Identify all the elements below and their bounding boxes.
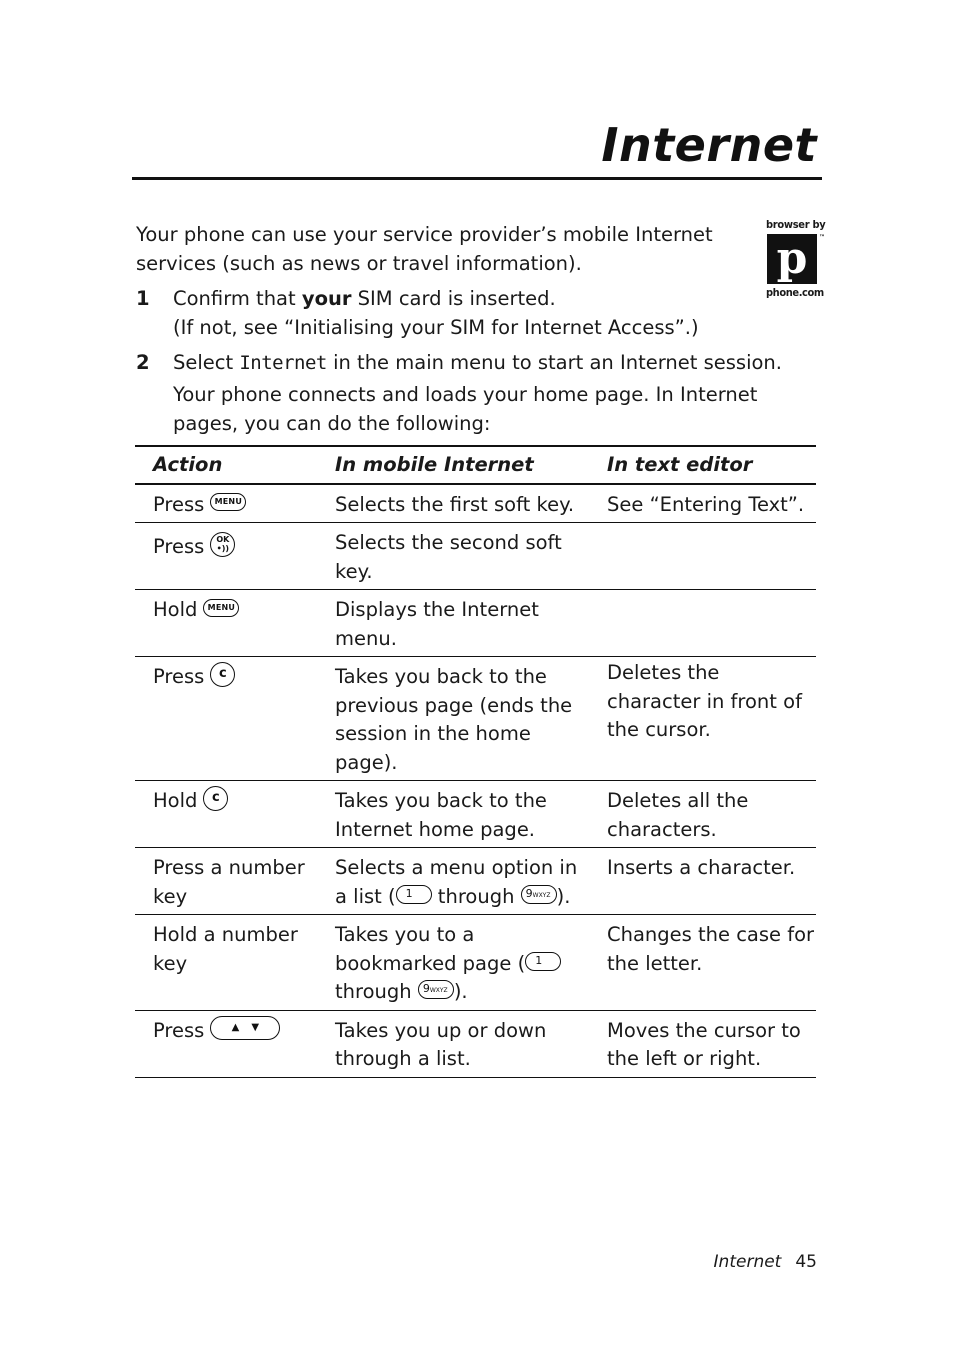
menu-key-icon: MENU	[203, 599, 239, 617]
key-9-letters: WXYZ	[429, 987, 448, 994]
action-text: Hold	[153, 789, 198, 812]
action-cell	[135, 657, 317, 781]
logo-mark: p	[767, 234, 817, 284]
page-title: Internet	[601, 118, 817, 172]
key-9-digit: 9	[525, 886, 533, 900]
nav-down-arrow-icon: ▼	[251, 1022, 272, 1033]
footer-page-number: 45	[795, 1252, 817, 1272]
action-cell	[135, 484, 317, 523]
editor-cell	[589, 590, 816, 657]
menu-key-icon: MENU	[210, 493, 246, 511]
mobile-cell: Takes you up or down through a list.	[317, 1010, 589, 1077]
table-row	[135, 848, 816, 915]
editor-cell: Deletes the character in front of the cursor.	[589, 657, 816, 781]
key-9-letters: WXYZ	[532, 891, 551, 899]
mobile-cell: Selects the second soft key.	[317, 523, 589, 590]
mobile-cell: Selects the first soft key.	[317, 484, 589, 523]
editor-cell: Moves the cursor to the left or right.	[589, 1010, 816, 1077]
editor-cell: See “Entering Text”.	[589, 484, 816, 523]
action-table	[135, 445, 816, 1078]
action-text: Press	[153, 492, 205, 516]
ok-key-label: OK	[216, 535, 230, 544]
ok-key-icon	[210, 532, 235, 557]
action-cell	[135, 781, 317, 848]
menu-item-name: Internet	[239, 352, 327, 374]
mobile-cell: Displays the Internet menu.	[317, 590, 589, 657]
mobile-cell	[317, 915, 589, 1011]
step-note: (If not, see “Initialising your SIM for Internet Access”.)	[173, 316, 699, 339]
action-cell	[135, 1010, 317, 1077]
key-9-icon	[418, 980, 454, 999]
table-row	[135, 657, 816, 781]
action-cell: Hold a number key	[135, 915, 317, 1011]
step-number: 2	[136, 351, 150, 374]
mobile-text-part: Selects a menu option in a list (	[335, 856, 578, 908]
step-text-part: Select	[173, 351, 240, 374]
step-emphasis: your	[301, 287, 352, 310]
mobile-cell: Takes you back to the previous page (ends the session in the home page).	[317, 657, 589, 781]
step-number: 1	[136, 287, 150, 310]
mobile-text-part: Takes you to a bookmarked page (	[335, 923, 526, 975]
title-rule	[132, 177, 822, 180]
step-note: Your phone connects and loads your home page. In Internet pages, you can do the following:	[173, 383, 758, 435]
footer-section-name: Internet	[713, 1252, 782, 1272]
mobile-text-part: through	[431, 884, 521, 908]
table-row	[135, 781, 816, 848]
logo-bottom-text: phone.com	[766, 286, 824, 299]
action-cell	[135, 590, 317, 657]
action-text: Press	[153, 665, 205, 688]
editor-cell: Inserts a character.	[589, 848, 816, 915]
key-9-digit: 9	[422, 982, 430, 995]
step-text	[173, 284, 823, 342]
mobile-cell: Takes you back to the Internet home page.	[317, 781, 589, 848]
key-9-icon	[521, 885, 557, 904]
editor-cell	[589, 523, 816, 590]
navigation-key-icon	[210, 1016, 280, 1040]
clear-key-icon: c	[210, 662, 235, 687]
key-1-icon: 1	[525, 952, 561, 971]
mobile-text-part: through	[335, 980, 418, 1003]
column-header-text-editor: In text editor	[589, 446, 816, 484]
logo-trademark: ™	[819, 234, 825, 241]
key-1-icon: 1	[396, 885, 432, 904]
table-row	[135, 915, 816, 1011]
mobile-text-part: ).	[556, 884, 571, 908]
action-text: Press	[153, 1018, 205, 1042]
editor-cell: Changes the case for the letter.	[589, 915, 816, 1011]
action-cell: Press a number key	[135, 848, 317, 915]
table-row	[135, 590, 816, 657]
step-text	[173, 348, 823, 438]
table-row	[135, 523, 816, 590]
step-text-part: in the main menu to start an Internet session.	[326, 351, 782, 374]
ok-key-sound-icon: •))	[216, 544, 230, 553]
intro-paragraph: Your phone can use your service provider’s mobile Internet services (such as news or travel information).	[136, 223, 713, 275]
mobile-text-part: ).	[453, 980, 468, 1003]
editor-cell: Deletes all the characters.	[589, 781, 816, 848]
step-text-part: Confirm that	[173, 287, 302, 310]
table-header-row	[135, 446, 816, 484]
column-header-action: Action	[135, 446, 317, 484]
page-footer	[714, 1252, 817, 1272]
action-cell	[135, 523, 317, 590]
column-header-mobile-internet: In mobile Internet	[317, 446, 589, 484]
nav-up-arrow-icon: ▲	[231, 1022, 252, 1033]
table-row	[135, 484, 816, 523]
action-text: Hold	[153, 598, 198, 621]
clear-key-icon: c	[203, 786, 228, 811]
table-row	[135, 1010, 816, 1077]
step-text-part: SIM card is inserted.	[351, 287, 556, 310]
logo-top-text: browser by	[766, 218, 826, 231]
mobile-cell	[317, 848, 589, 915]
action-text: Press	[153, 535, 205, 558]
